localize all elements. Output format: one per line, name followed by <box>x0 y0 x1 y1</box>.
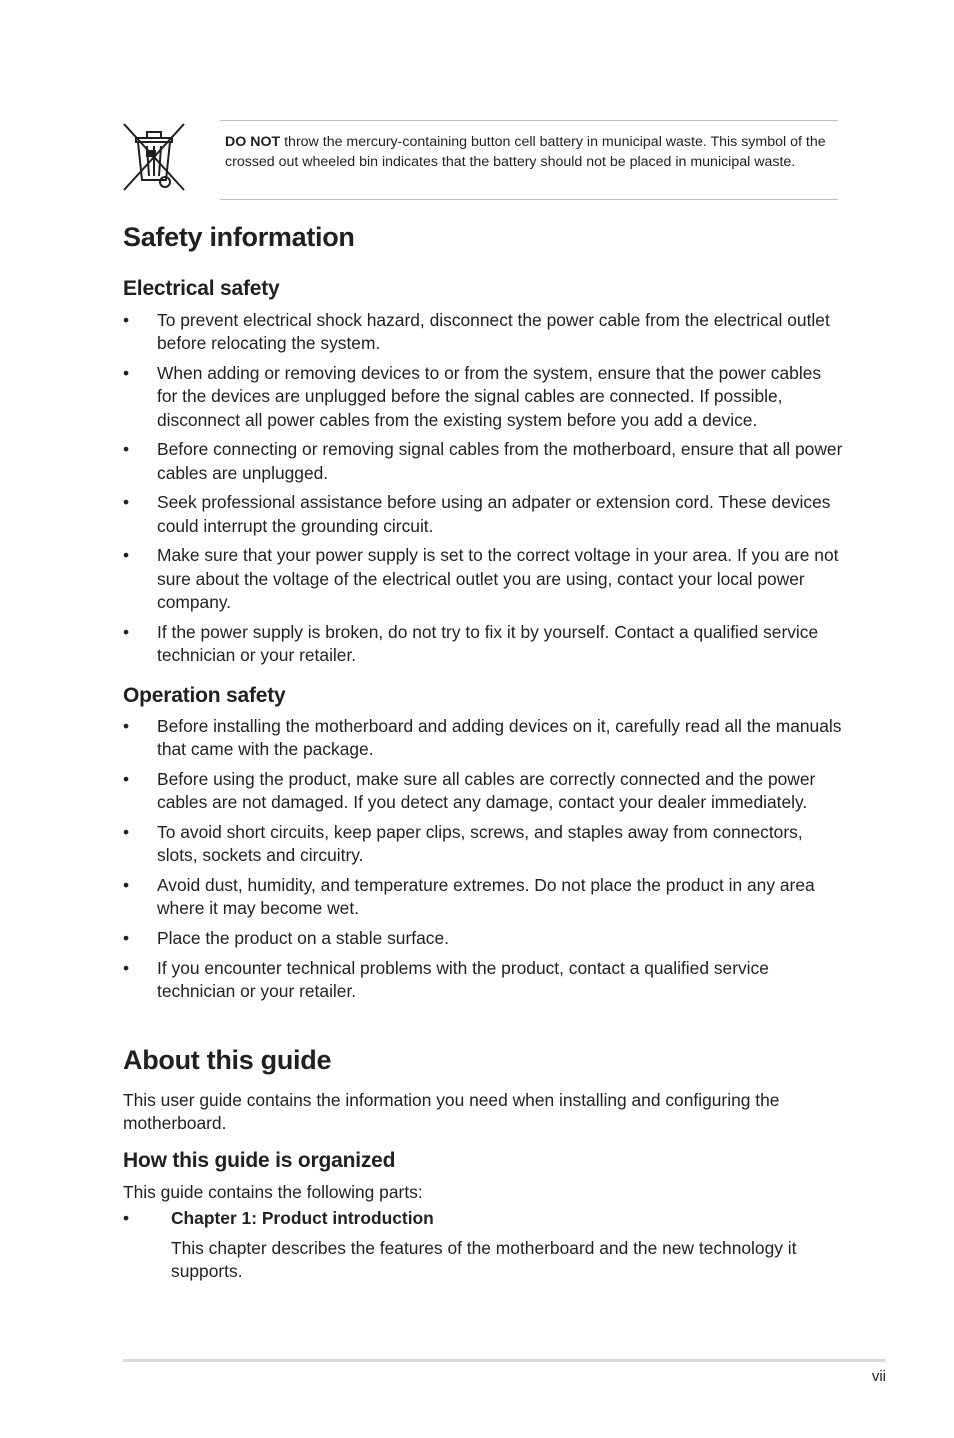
bullet: • <box>123 875 130 895</box>
battery-disposal-notice <box>122 120 838 200</box>
list-item-text: Place the product on a stable surface. <box>157 928 449 948</box>
notice-text <box>225 132 831 172</box>
bullet: • <box>123 363 130 383</box>
bullet: • <box>123 310 130 330</box>
bullet: • <box>123 716 130 736</box>
bullet: • <box>123 1208 130 1228</box>
chapter-description: This chapter describes the features of the motherboard and the new technology it supports. <box>171 1238 797 1282</box>
bullet: • <box>123 621 130 642</box>
bullet: • <box>123 928 130 948</box>
electrical-safety-heading: Electrical safety <box>123 277 280 300</box>
list-item-text: Make sure that your power supply is set to the correct voltage in your area. If you are not sure about the voltage of the electrical outlet you are using, contact your local power company. <box>157 545 839 613</box>
list-item <box>123 715 843 762</box>
electrical-safety-list <box>123 309 843 674</box>
about-intro: This user guide contains the information you need when installing and configuring the motherboard. <box>123 1090 780 1134</box>
notice-bold: DO NOT <box>225 134 281 150</box>
notice-body: throw the mercury-containing button cell battery in municipal waste. This symbol of the crossed out wheeled bin indicates that the battery should not be placed in municipal waste. <box>225 134 826 171</box>
operation-safety-list <box>123 715 843 1010</box>
list-item-text: Before connecting or removing signal cables from the motherboard, ensure that all power cables are unplugged. <box>157 439 843 483</box>
safety-information-title: Safety information <box>123 222 355 252</box>
list-item-text: Seek professional assistance before using an adpater or extension cord. These devices could interrupt the grounding circuit. <box>157 492 831 536</box>
list-item-text: Before using the product, make sure all cables are correctly connected and the power cables are not damaged. If you detect any damage, contact your dealer immediately. <box>157 769 816 813</box>
list-item-text: Avoid dust, humidity, and temperature extremes. Do not place the product in any area where it may become wet. <box>157 875 815 919</box>
list-item-text: To prevent electrical shock hazard, disconnect the power cable from the electrical outlet before relocating the system. <box>157 310 830 354</box>
chapter-title: Chapter 1: Product introduction <box>171 1208 434 1228</box>
list-item <box>123 362 843 432</box>
list-item <box>123 874 843 921</box>
bullet: • <box>123 545 130 566</box>
bullet: • <box>123 492 130 513</box>
list-item <box>123 927 843 950</box>
footer-divider <box>123 1359 886 1362</box>
guide-parts-lead: This guide contains the following parts: <box>123 1182 423 1202</box>
list-item <box>123 491 843 538</box>
bullet: • <box>123 769 130 789</box>
list-item <box>123 544 843 614</box>
page-number: vii <box>871 1368 886 1385</box>
list-item-text: To avoid short circuits, keep paper clips, screws, and staples away from connectors, slots, sockets and circuitry. <box>157 822 803 866</box>
list-item <box>123 821 843 868</box>
crossed-wheeled-bin-icon <box>122 122 188 192</box>
operation-safety-heading: Operation safety <box>123 684 286 707</box>
list-item <box>123 768 843 815</box>
list-item <box>123 957 843 1004</box>
guide-organized-heading: How this guide is organized <box>123 1149 396 1172</box>
bullet: • <box>123 957 130 978</box>
bullet: • <box>123 439 130 460</box>
list-item <box>123 309 843 356</box>
list-item-text: If the power supply is broken, do not try to fix it by yourself. Contact a qualified service technician or your retailer. <box>157 621 819 666</box>
bullet: • <box>123 822 130 842</box>
list-item <box>123 438 843 485</box>
about-guide-title: About this guide <box>123 1045 332 1075</box>
list-item <box>123 621 843 668</box>
list-item-text: When adding or removing devices to or from the system, ensure that the power cables for the devices are unplugged before the signal cables are connected. If possible, disconnect all power cables from the existing system before you add a device. <box>157 363 822 430</box>
list-item-text: If you encounter technical problems with the product, contact a qualified service technician or your retailer. <box>157 957 769 1001</box>
list-item-text: Before installing the motherboard and adding devices on it, carefully read all the manuals that came with the package. <box>157 716 842 760</box>
notice-box <box>220 120 838 200</box>
